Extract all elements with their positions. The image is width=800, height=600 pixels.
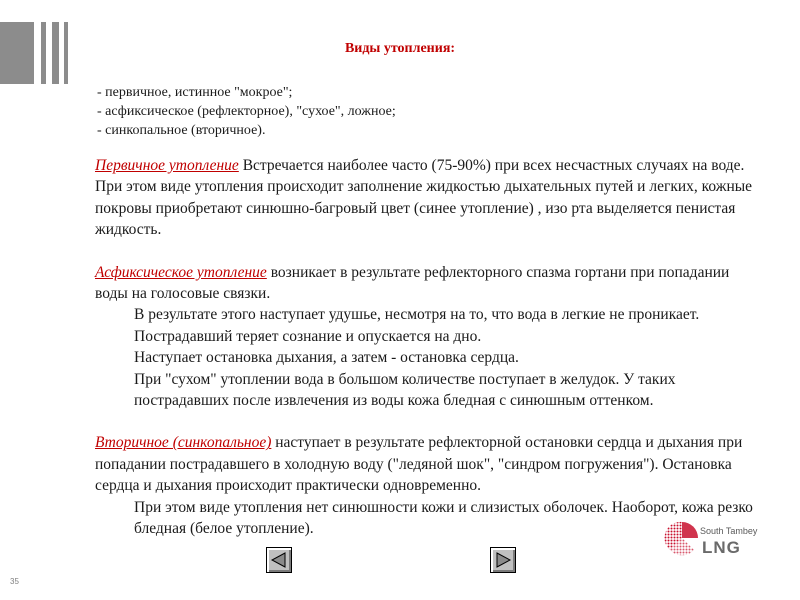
list-item: - синкопальное (вторичное). [97, 123, 266, 138]
section-syncopal [95, 432, 755, 496]
slide-title: Виды утопления: [344, 41, 456, 56]
triangle-right-icon [494, 551, 512, 569]
term-secondary-drowning: Вторичное (синкопальное) [95, 434, 272, 452]
paragraph: Наступает остановка дыхания, а затем - остановка сердца. [134, 349, 519, 367]
globe-icon [664, 518, 700, 558]
slide-number: 35 [10, 577, 19, 586]
paragraph: При "сухом" утоплении вода в большом количестве поступает в желудок. У таких пострадавших после извлечения из воды кожа бледная с синюшным оттенком. [134, 370, 676, 410]
list-item: - асфиксическое (рефлекторное), "сухое", ложное; [97, 104, 396, 119]
drowning-types-list [97, 83, 396, 140]
paragraph: При этом виде утопления нет синюшности кожи и слизистых оболочек. Наоборот, кожа резко бледная (белое утопление). [134, 498, 753, 538]
logo-line1: South Tambey [700, 526, 758, 536]
previous-slide-button[interactable] [266, 547, 292, 573]
logo-line2: LNG [702, 538, 741, 557]
section-primary [95, 155, 755, 241]
term-asphyxial-drowning: Асфиксическое утопление [95, 263, 267, 281]
paragraph: В результате этого наступает удушье, несмотря на то, что вода в легкие не проникает. Пострадавший теряет сознание и опускается на дно. [134, 306, 700, 345]
company-logo [664, 518, 774, 584]
section-text: возникает в результате рефлекторного спазма гортани при попадании воды на голосовые связки. [95, 263, 730, 303]
section-asphyxial [95, 262, 755, 305]
section-text: наступает в результате рефлекторной остановки сердца и дыхания при попадании пострадавшего в холодную воду ("ледяной шок", "синдром погружения"). Остановка сердца и дыхания происходит практически одновременно. [95, 434, 743, 495]
section-text: Встречается наиболее часто (75-90%) при всех несчастных случаях на воде. При этом виде утопления происходит заполнение жидкостью дыхательных путей и легких, кожные покровы приобретают синюшно-багровый цвет (синее утопление) , изо рта выделяется пенистая жидкость. [95, 157, 753, 239]
triangle-left-icon [270, 551, 288, 569]
list-item: - первичное, истинное "мокрое"; [97, 85, 293, 100]
slide-body [95, 155, 758, 540]
next-slide-button[interactable] [490, 547, 516, 573]
term-primary-drowning: Первичное утопление [95, 157, 239, 174]
